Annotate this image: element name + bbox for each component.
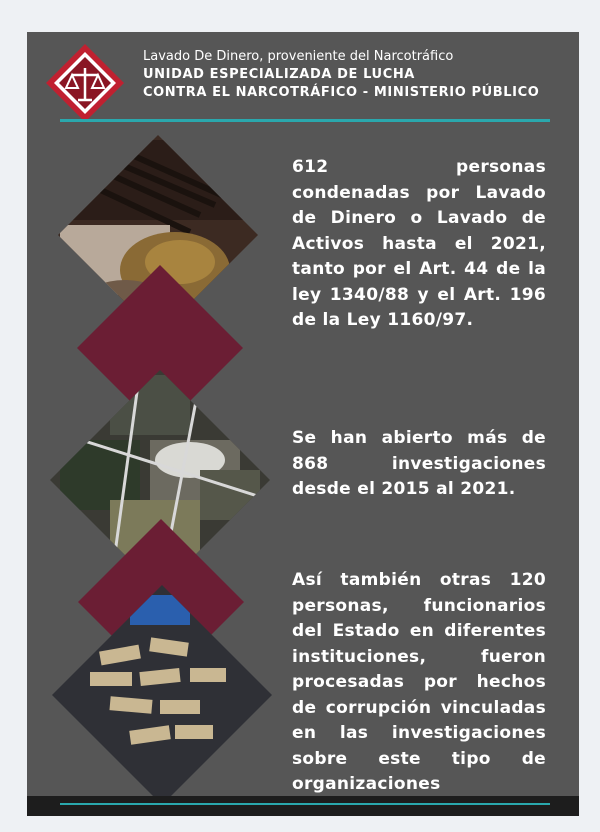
footer-divider <box>60 803 550 805</box>
stat-investigations: Se han abierto más de 868 investigaciones desde el 2015 al 2021. <box>292 428 546 499</box>
header-subtitle: Lavado De Dinero, proveniente del Narcotráfico <box>143 49 454 64</box>
photo-cash-seizure <box>52 585 272 805</box>
header-ministry: CONTRA EL NARCOTRÁFICO - MINISTERIO PÚBLICO <box>143 85 540 100</box>
stat-convictions: 612 personas condenadas por Lavado de Dinero o Lavado de Activos hasta el 2021, tanto por el Art. 44 de la ley 1340/88 y el Art. 196 de la Ley 1160/97. <box>292 157 546 330</box>
footer-bar <box>27 796 579 816</box>
header-unit-name: UNIDAD ESPECIALIZADA DE LUCHA <box>143 67 415 82</box>
stat-officials-processed: Así también otras 120 personas, funcionarios del Estado en diferentes instituciones, fueron procesadas por hechos de corrupción vinculadas en las investigaciones sobre este tipo de organizaciones <box>292 570 546 794</box>
